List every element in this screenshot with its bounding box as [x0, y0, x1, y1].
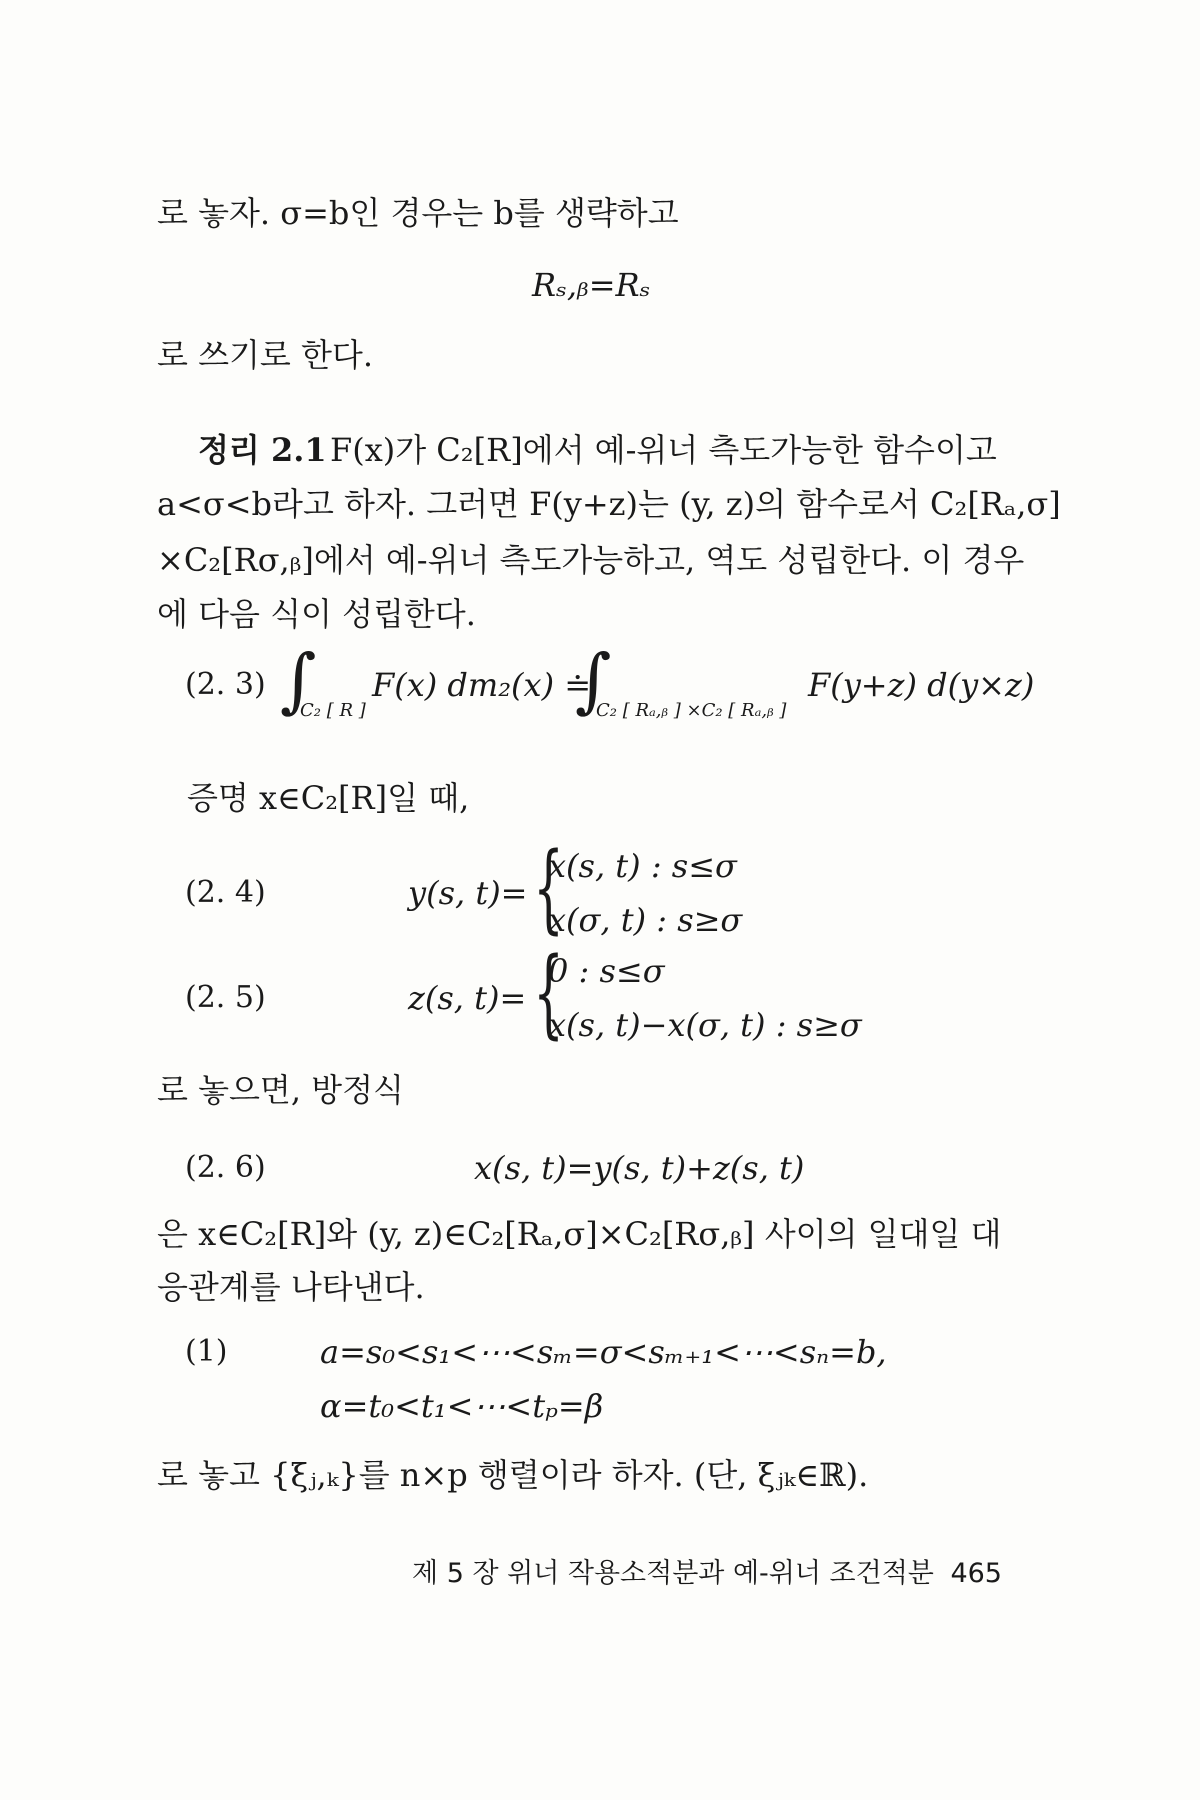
text-after-cases: 로 놓으면, 방정식 — [157, 1071, 404, 1109]
left-brace-2-4: { — [533, 832, 564, 944]
left-brace-2-5: { — [533, 937, 564, 1049]
equation-rsb: Rₛ,ᵦ=Rₛ — [532, 266, 651, 304]
page-number: 465 — [950, 1558, 1002, 1589]
equation-2-5-case-2: x(s, t)−x(σ, t) : s≥σ — [548, 1006, 862, 1044]
equation-number-2-3: (2. 3) — [185, 667, 266, 702]
theorem-heading: 정리 2.1 — [198, 431, 327, 469]
integral-subscript-1: C₂ [ R ] — [300, 700, 366, 721]
equation-2-6: x(s, t)=y(s, t)+z(s, t) — [474, 1149, 805, 1187]
proof-line: 증명 x∈C₂[R]일 때, — [187, 779, 470, 817]
relation-line-1: 은 x∈C₂[R]와 (y, z)∈C₂[Rₐ,σ]×C₂[Rσ,ᵦ] 사이의 일대일 대 — [157, 1215, 1002, 1253]
theorem-line-3: ×C₂[Rσ,ᵦ]에서 예-위너 측도가능하고, 역도 성립한다. 이 경우 — [157, 541, 1025, 579]
equation-2-5-lhs: z(s, t)= — [408, 979, 527, 1017]
running-footer — [412, 1557, 1002, 1591]
relation-line-2: 응관계를 나타낸다. — [157, 1268, 425, 1306]
integral-sign-2: ∫ — [575, 639, 612, 721]
theorem-line-4: 에 다음 식이 성립한다. — [157, 595, 476, 633]
equation-2-4-case-1: x(s, t) : s≤σ — [548, 847, 737, 885]
partition-t: α=t₀<t₁<⋯<tₚ=β — [320, 1387, 604, 1425]
equation-2-5-case-1: 0 : s≤σ — [548, 952, 665, 990]
equation-number-2-6: (2. 6) — [185, 1150, 266, 1185]
text-last-line: 로 놓고 {ξⱼ,ₖ}를 n×p 행렬이라 하자. (단, ξⱼₖ∈ℝ). — [157, 1456, 869, 1494]
footer-chapter: 제 5 장 위너 작용소적분과 예-위너 조건적분 — [412, 1558, 934, 1589]
equation-number-2-5: (2. 5) — [185, 980, 266, 1015]
equation-number-2-4: (2. 4) — [185, 875, 266, 910]
partition-s: a=s₀<s₁<⋯<sₘ=σ<sₘ₊₁<⋯<sₙ=b, — [320, 1333, 887, 1371]
equation-2-4-lhs: y(s, t)= — [408, 874, 528, 912]
equation-2-3-lhs: F(x) dm₂(x) ≐ — [372, 666, 592, 704]
text-line-1: 로 놓자. σ=b인 경우는 b를 생략하고 — [157, 194, 679, 232]
integral-subscript-2: C₂ [ Rₐ,ᵦ ] ×C₂ [ Rₐ,ᵦ ] — [596, 700, 787, 721]
integral-sign-1: ∫ — [280, 639, 317, 721]
text-line-3: 로 쓰기로 한다. — [157, 336, 373, 374]
theorem-line-2: a<σ<b라고 하자. 그러면 F(y+z)는 (y, z)의 함수로서 C₂[Rₐ,σ] — [157, 485, 1061, 523]
equation-number-1: (1) — [185, 1334, 228, 1369]
theorem-line-1: F(x)가 C₂[R]에서 예-위너 측도가능한 함수이고 — [330, 431, 997, 469]
equation-2-4-case-2: x(σ, t) : s≥σ — [548, 901, 743, 939]
equation-2-3-rhs: F(y+z) d(y×z) — [808, 666, 1035, 704]
